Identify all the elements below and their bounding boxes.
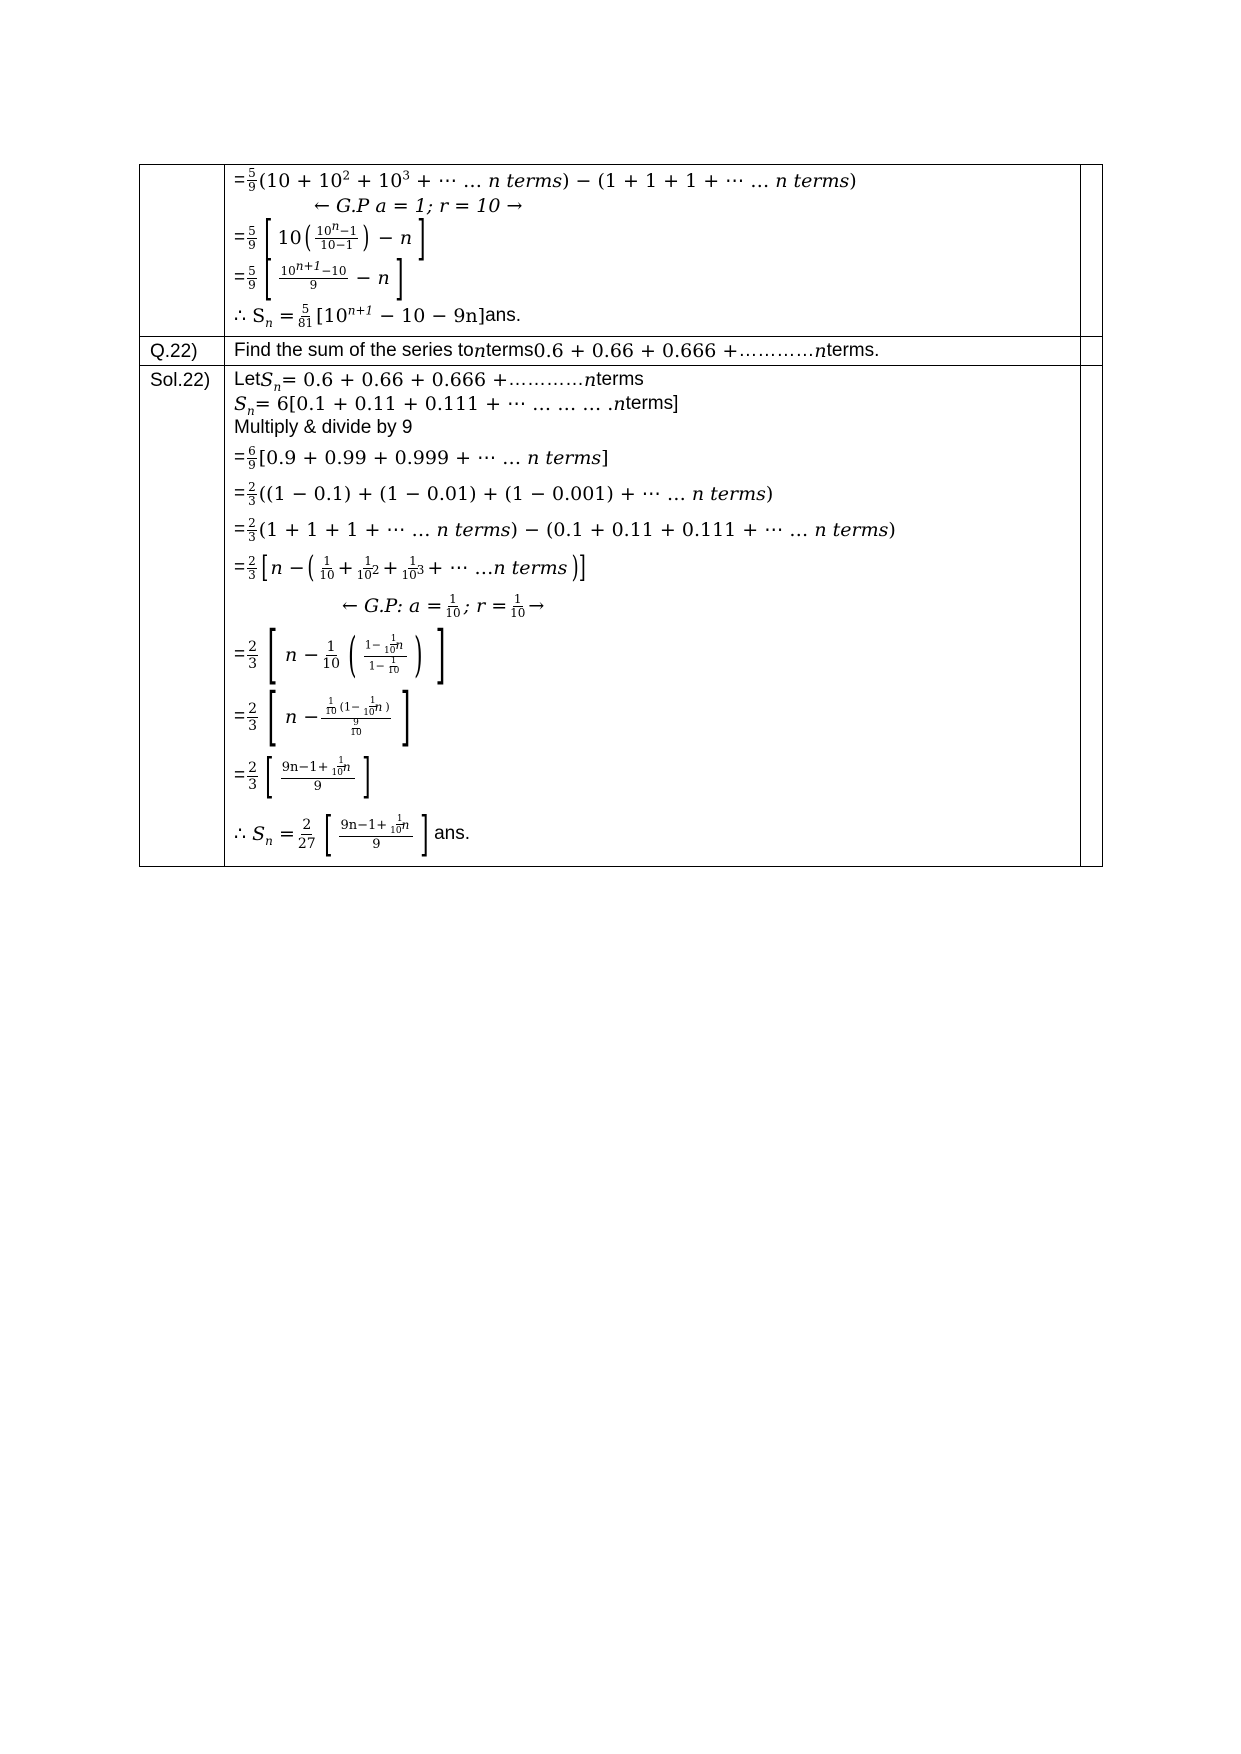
sol-line-3: Multiply & divide by 9	[234, 417, 413, 438]
solution-row	[140, 366, 1103, 867]
sol-line-10: = $\frac{2}{3}$ [ n − $\frac{1}{10}$ (1− $\frac{1}{10^n}$ ) $\frac{9}{10}$ ]	[234, 680, 411, 754]
solution-table	[139, 164, 1103, 867]
marks-cell	[1081, 337, 1103, 366]
eq-line-1: = $\frac{5}{9}$ ($10 + 10^2 + 10^3$ + ⋯ … n terms) − (1 + 1 + 1 + ⋯ … n terms)	[234, 166, 857, 194]
eq-line-4: = $\frac{5}{9}$ [ $\frac{10^{n+1}-10}{9}$ − n ]	[234, 250, 404, 306]
sol-line-6: = $\frac{2}{3}$ (1 + 1 + 1 + ⋯ … n terms) − (0.1 + 0.11 + 0.111 + ⋯ … n terms)	[234, 515, 896, 544]
sol-line-9: = $\frac{2}{3}$ [ n − $\frac{1}{10}$ ( 1− $\frac{1}{10^n}$ 1− $\frac{1}{10}$ ) ]	[234, 618, 446, 692]
label-cell	[140, 165, 225, 337]
continuation-content	[225, 165, 1081, 337]
gp-note-1: ← G.P a = 1; r = 10 →	[314, 195, 523, 217]
sol-line-12: ∴ $S_n$ = $\frac{2}{27}$ [ 9n−1+ $\frac{1}{10^n}$ 9 ] ans.	[234, 806, 470, 862]
sol-line-11: = $\frac{2}{3}$ [ 9n−1+ $\frac{1}{10^n}$ 9 ]	[234, 748, 371, 804]
marks-cell	[1081, 165, 1103, 337]
solution-content	[225, 366, 1081, 867]
sol-line-2: $S_n$ = 6[0.1 + 0.11 + 0.111 + ⋯ … … … . n terms]	[234, 393, 679, 418]
marks-cell	[1081, 366, 1103, 867]
fraction: $\frac{5}{9}$	[248, 166, 256, 194]
question-text: Find the sum of the series to n terms 0.6 + 0.66 + 0.666 + ………… n terms.	[225, 337, 1081, 366]
sol-line-1: Let $S_n$ = 0.6 + 0.66 + 0.666 + ………… n terms	[234, 369, 644, 394]
solution-label: Sol.22)	[140, 366, 225, 867]
sol-line-4: = $\frac{6}{9}$ [0.9 + 0.99 + 0.999 + ⋯ … n terms]	[234, 443, 609, 472]
question-label: Q.22)	[140, 337, 225, 366]
eq-line-3: = $\frac{5}{9}$ [ 10 ( $\frac{10^n-1}{10-1}$ ) − n ]	[234, 210, 426, 266]
sol-line-7: = $\frac{2}{3}$ [ n − ( $\frac{1}{10}$ + $\frac{1}{10^2}$ + $\frac{1}{10^3}$ + ⋯ … n terms )]	[234, 550, 587, 585]
sol-line-5: = $\frac{2}{3}$ ((1 − 0.1) + (1 − 0.01) + (1 − 0.001) + ⋯ … n terms)	[234, 479, 774, 508]
continuation-row	[140, 165, 1103, 337]
eq-line-5: ∴ $S_n$ = $\frac{5}{81}$ $[10^{n+1} - 10 - 9n]$ ans.	[234, 301, 521, 330]
gp-note-2: ← G.P: a = $\frac{1}{10}$ ; r = $\frac{1}{10}$ →	[342, 591, 545, 620]
question-row	[140, 337, 1103, 366]
